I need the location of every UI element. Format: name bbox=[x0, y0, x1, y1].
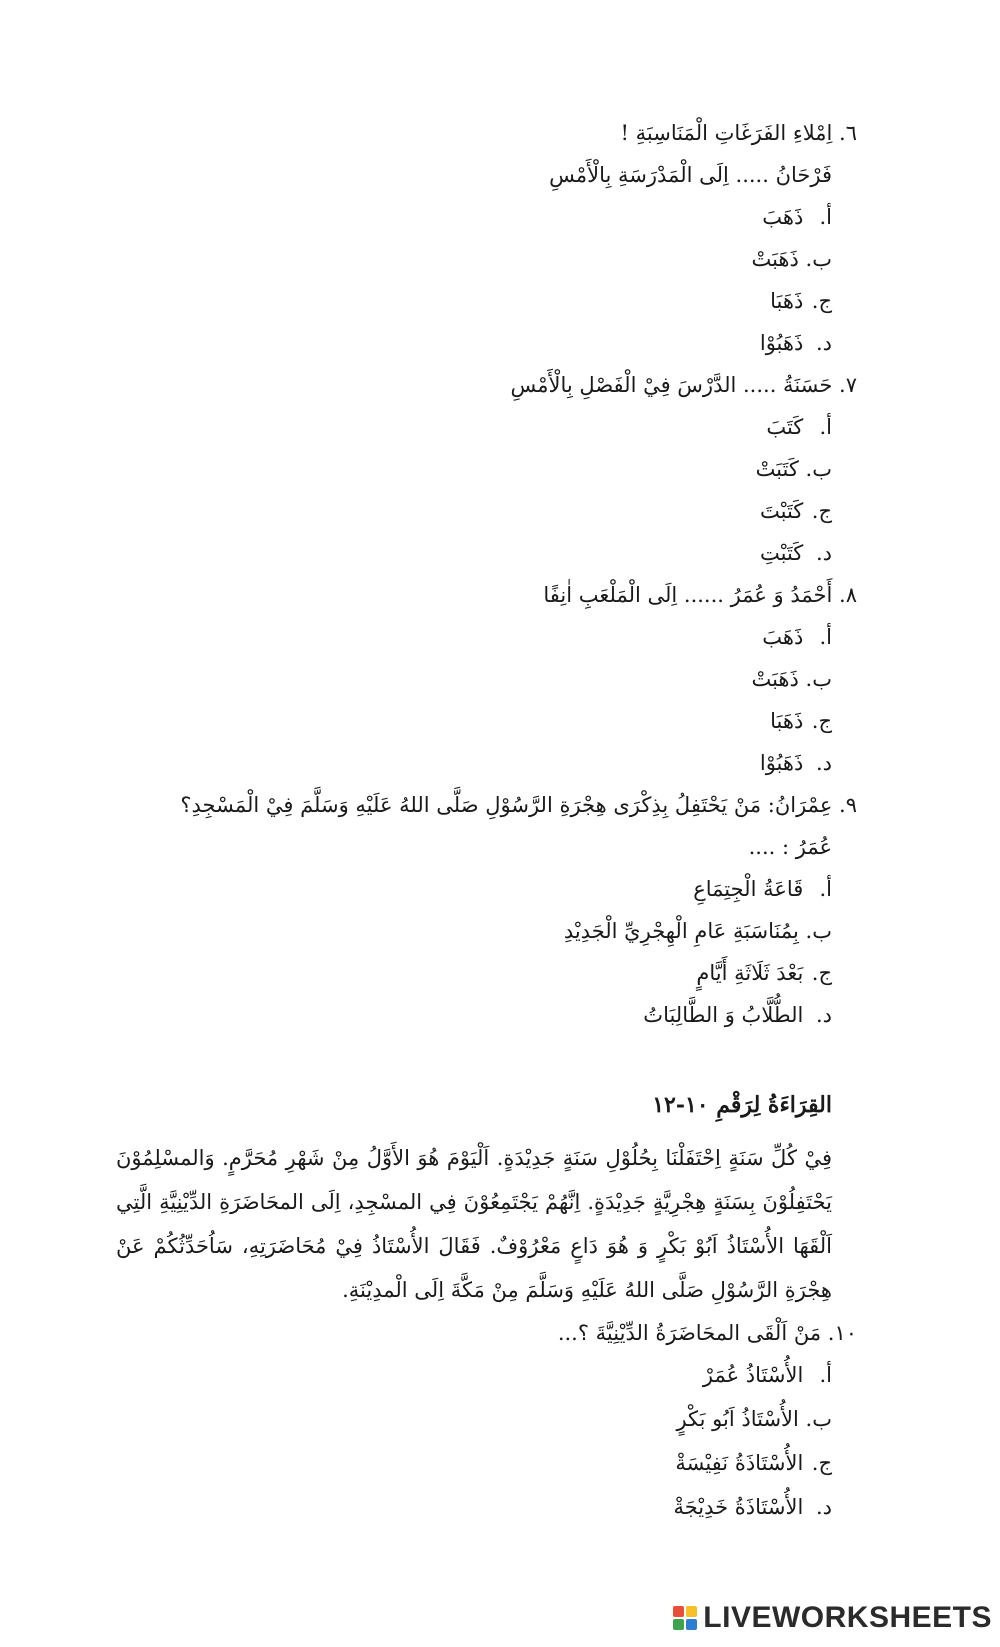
option-letter: ج. bbox=[811, 1451, 832, 1475]
option-text: كَتَبَتْ bbox=[755, 457, 799, 481]
option-text: ذَهَبَا bbox=[770, 709, 804, 733]
option-text: الأُسْتَاذُ اَبُو بَكْرٍ bbox=[676, 1407, 799, 1431]
option-text: ذَهَبَتْ bbox=[751, 247, 799, 271]
option-text: الأُسْتَاذَةُ نَفِيْسَةْ bbox=[675, 1451, 804, 1475]
question-9-stem: ٩. عِمْرَانُ: مَنْ يَحْتَفِلُ بِذِكْرَى هِجْرَةِ الرَّسُوْلِ صَلَّى اللهُ عَلَيْهِ وَسَلَّمَ فِيْ الْمَسْجِدِ؟ bbox=[180, 793, 857, 817]
option-letter: د. bbox=[815, 1003, 832, 1027]
option-text: ذَهَبَ bbox=[762, 205, 804, 229]
question-8-option-c[interactable] bbox=[770, 706, 832, 736]
option-letter: د. bbox=[815, 541, 832, 565]
logo-square bbox=[673, 1606, 684, 1617]
option-letter: ب. bbox=[805, 1407, 832, 1431]
option-letter: ج. bbox=[811, 499, 832, 523]
option-letter: ب. bbox=[805, 247, 832, 271]
liveworksheets-logo bbox=[673, 1601, 992, 1635]
option-letter: د. bbox=[815, 331, 832, 355]
question-10-stem: ١٠. مَنْ اَلْقَى المحَاضَرَةُ الدِّيْنِيَّةَ ؟... bbox=[557, 1321, 857, 1345]
question-9-option-a[interactable] bbox=[693, 874, 832, 904]
option-letter: أ. bbox=[819, 625, 832, 649]
question-9-option-d[interactable] bbox=[643, 1000, 832, 1030]
question-6-option-a[interactable] bbox=[762, 202, 832, 232]
question-6-stem: ٦. اِمْلاءِ الفَرَغَاتِ الْمَنَاسِبَةِ ! bbox=[620, 121, 857, 145]
reading-title: القِرَاءَةُ لِرَقْمِ ١٠-١٢ bbox=[652, 1092, 832, 1118]
option-letter: أ. bbox=[819, 877, 832, 901]
question-9-dialogue: عُمَرُ : .... bbox=[748, 835, 832, 859]
option-letter: ج. bbox=[811, 961, 832, 985]
question-8-option-a[interactable] bbox=[762, 622, 832, 652]
option-text: قَاعَةُ الْجِتِمَاعِ bbox=[693, 877, 804, 901]
option-letter: ب. bbox=[805, 457, 832, 481]
option-text: الأُسْتَاذُ عُمَرْ bbox=[702, 1363, 804, 1387]
logo-text: LIVEWORKSHEETS bbox=[703, 1601, 992, 1634]
option-text: الطُّلَّابُ وَ الطَّالِبَاتُ bbox=[643, 1003, 804, 1027]
option-text: ذَهَبَا bbox=[770, 289, 804, 313]
logo-square bbox=[686, 1606, 697, 1617]
question-10-option-a[interactable] bbox=[703, 1360, 832, 1390]
question-6-option-d[interactable] bbox=[760, 328, 832, 358]
option-text: ذَهَبَ bbox=[762, 625, 804, 649]
option-letter: ج. bbox=[811, 709, 832, 733]
question-6-option-c[interactable] bbox=[770, 286, 832, 316]
option-letter: ب. bbox=[805, 919, 832, 943]
question-10-option-b[interactable] bbox=[676, 1404, 832, 1434]
question-7-option-c[interactable] bbox=[760, 496, 832, 526]
question-8-option-b[interactable] bbox=[751, 664, 832, 694]
option-text: بِمُنَاسَبَةِ عَامِ الْهِجْرِيِّ الْجَدِيْدِ bbox=[563, 919, 799, 943]
option-letter: د. bbox=[815, 1495, 832, 1519]
option-letter: ب. bbox=[805, 667, 832, 691]
option-text: الأُسْتَاذَةُ خَدِيْجَةْ bbox=[673, 1495, 804, 1519]
question-9-option-b[interactable] bbox=[564, 916, 832, 946]
option-text: كَتَبْتِ bbox=[760, 541, 804, 565]
option-text: بَعْدَ ثَلَاثَةِ أَيَّامٍ bbox=[696, 961, 804, 985]
option-text: ذَهَبُوْا bbox=[759, 751, 804, 775]
reading-passage: فِيْ كُلِّ سَنَةٍ اِحْتَفَلْنَا بِحُلُوْلِ سَنَةٍ جَدِيْدَةٍ. اَلْيَوْمَ هُوَ الأَوَّلُ مِنْ شَهْرِ مُحَرَّمٍ. وَالمسْلِمُوْنَ يَحْتَفِلُوْنَ بِسَنَةٍ هِجْرِيَّةٍ جَدِيْدَةٍ. اِنَّهُمْ يَجْتَمِعُوْنَ فِي المسْجِدِ، اِلَى المحَاضَرَةِ الدِّيْنِيَّةِ الَّتِي اَلْقَهَا الأُسْتَاذُ اَبُوْ بَكْرٍ وَ هُوَ دَاعٍ مَعْرُوْفٌ. فَقَالَ الأُسْتَاذُ فِيْ مُحَاضَرَتِهِ، سَاُحَدِّثُكُمْ عَنْ هِجْرَةِ الرَّسُوْلِ صَلَّى اللهُ عَلَيْهِ وَسَلَّمَ مِنْ مَكَّةَ اِلَى الْمدِيْنَةِ. bbox=[116, 1146, 832, 1302]
question-7-option-d[interactable] bbox=[760, 538, 832, 568]
option-text: ذَهَبَتْ bbox=[751, 667, 799, 691]
option-text: كَتَبْتَ bbox=[760, 499, 804, 523]
option-letter: د. bbox=[815, 751, 832, 775]
logo-grid-icon bbox=[673, 1606, 697, 1630]
question-10-option-c[interactable] bbox=[675, 1448, 832, 1478]
question-8-stem: ٨. أَحْمَدُ وَ عُمَرُ ...... اِلَى الْمَلْعَبِ اٰنِفًا bbox=[543, 583, 857, 607]
option-text: ذَهَبُوْا bbox=[759, 331, 804, 355]
question-6-option-b[interactable] bbox=[751, 244, 832, 274]
question-7-option-b[interactable] bbox=[756, 454, 832, 484]
question-7-option-a[interactable] bbox=[766, 412, 832, 442]
logo-square bbox=[673, 1619, 684, 1630]
option-letter: ج. bbox=[811, 289, 832, 313]
question-8-option-d[interactable] bbox=[760, 748, 832, 778]
question-6-sentence: فَرْحَانُ ..... اِلَى الْمَدْرَسَةِ بِالْأَمْسِ bbox=[549, 163, 832, 187]
option-letter: أ. bbox=[819, 205, 832, 229]
question-10-option-d[interactable] bbox=[673, 1492, 832, 1522]
option-letter: أ. bbox=[819, 1363, 832, 1387]
question-9-option-c[interactable] bbox=[696, 958, 832, 988]
question-7-stem: ٧. حَسَنَةُ ..... الدَّرْسَ فِيْ الْفَصْلِ بِالْأَمْسِ bbox=[510, 373, 857, 397]
option-text: كَتَبَ bbox=[766, 415, 804, 439]
option-letter: أ. bbox=[819, 415, 832, 439]
logo-square bbox=[686, 1619, 697, 1630]
